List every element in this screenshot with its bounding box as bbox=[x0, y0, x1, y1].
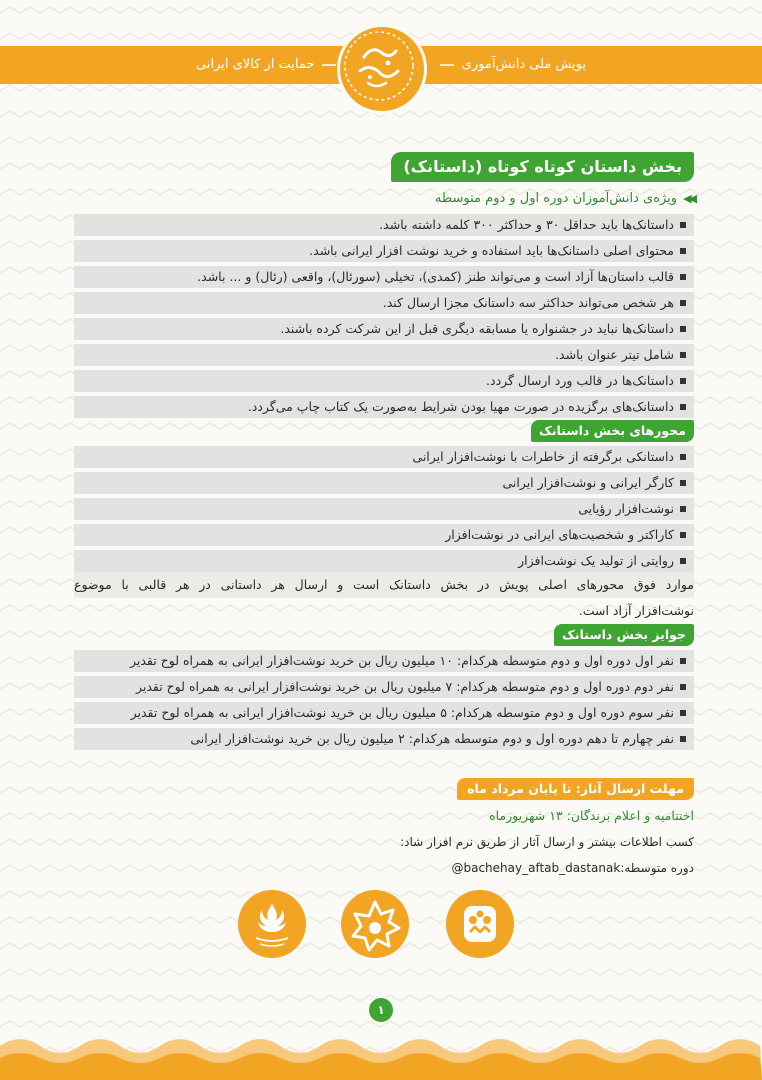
list-item bbox=[74, 650, 694, 672]
rule-text: شامل تیتر عنوان باشد. bbox=[555, 347, 674, 362]
school-logo-icon bbox=[446, 890, 514, 958]
bullet-icon bbox=[680, 404, 686, 410]
audience-subtitle-label: ویژه‌ی دانش‌آموزان دوره اول و دوم متوسطه bbox=[434, 191, 678, 206]
rule-text: داستانک‌ها نباید در جشنواره یا مسابقه دیگری قبل از این شرکت کرده باشند. bbox=[280, 321, 674, 336]
theme-text: روایتی از تولید یک نوشت‌افزار bbox=[518, 553, 674, 568]
bullet-icon bbox=[680, 378, 686, 384]
prize-text: نفر اول دوره اول و دوم متوسطه هرکدام: ۱۰ میلیون ریال بن خرید نوشت‌افزار ایرانی به همراه لوح تقدیر bbox=[129, 653, 674, 668]
list-item bbox=[74, 292, 694, 314]
list-item bbox=[74, 446, 694, 468]
audience-subtitle bbox=[435, 188, 694, 210]
double-chevron-icon: ◀◀ bbox=[683, 192, 694, 205]
channel-line bbox=[451, 857, 694, 879]
header-slogan-text bbox=[196, 53, 336, 77]
list-item bbox=[74, 550, 694, 572]
list-item bbox=[74, 240, 694, 262]
page-title: بخش داستان کوتاه کوتاه (داستانک) bbox=[391, 152, 694, 182]
divider bbox=[440, 64, 454, 66]
channel-label: دوره متوسطه: bbox=[620, 861, 694, 875]
presidency-emblem-icon bbox=[238, 890, 306, 958]
rule-text: محتوای اصلی داستانک‌ها باید استفاده و خرید نوشت افزار ایرانی باشد. bbox=[309, 243, 674, 258]
list-item bbox=[74, 524, 694, 546]
themes-note-line: نوشت‌افزار آزاد است. bbox=[578, 603, 694, 618]
bullet-icon bbox=[680, 300, 686, 306]
channel-handle[interactable]: @bachehay_aftab_dastanak bbox=[451, 861, 621, 875]
bullet-icon bbox=[680, 506, 686, 512]
bullet-icon bbox=[680, 736, 686, 742]
bullet-icon bbox=[680, 658, 686, 664]
list-item bbox=[74, 702, 694, 724]
divider bbox=[322, 64, 336, 66]
rule-text: قالب داستان‌ها آزاد است و می‌تواند طنز (کمدی)، تخیلی (سورئال)، واقعی (رئال) و ... باشد. bbox=[197, 269, 674, 284]
bullet-icon bbox=[680, 710, 686, 716]
ceremony-date: اختتامیه و اعلام برندگان: ۱۳ شهریورماه bbox=[489, 808, 694, 823]
info-text: کسب اطلاعات بیشتر و ارسال آثار از طریق نرم افزار شاد: bbox=[400, 835, 694, 849]
deadline-badge: مهلت ارسال آثار: تا پایان مرداد ماه bbox=[457, 778, 694, 800]
bullet-icon bbox=[680, 248, 686, 254]
bullet-icon bbox=[680, 352, 686, 358]
theme-text: کارگر ایرانی و نوشت‌افزار ایرانی bbox=[502, 475, 674, 490]
list-item bbox=[74, 728, 694, 750]
rule-text: داستانک‌ها در قالب ورد ارسال گردد. bbox=[486, 373, 674, 388]
list-item bbox=[74, 498, 694, 520]
bullet-icon bbox=[680, 274, 686, 280]
list-item bbox=[74, 344, 694, 366]
bullet-icon bbox=[680, 558, 686, 564]
bullet-icon bbox=[680, 454, 686, 460]
bullet-icon bbox=[680, 684, 686, 690]
rule-text: داستانک‌های برگزیده در صورت مهیا بودن شرایط به‌صورت یک کتاب چاپ می‌گردد. bbox=[247, 399, 674, 414]
header-slogan-label: حمایت از کالای ایرانی bbox=[196, 57, 315, 72]
list-item bbox=[74, 472, 694, 494]
header-campaign-text bbox=[440, 53, 586, 77]
festival-logo-icon bbox=[337, 24, 427, 114]
list-item bbox=[74, 396, 694, 418]
bullet-icon bbox=[680, 532, 686, 538]
theme-text: نوشت‌افزار رؤیایی bbox=[578, 501, 674, 516]
themes-heading: محورهای بخش داستانک bbox=[531, 420, 694, 442]
bullet-icon bbox=[680, 480, 686, 486]
list-item bbox=[74, 318, 694, 340]
bottom-wave bbox=[0, 1026, 762, 1080]
prizes-heading: جوایز بخش داستانک bbox=[554, 624, 694, 646]
rule-text: داستانک‌ها باید حداقل ۳۰ و حداکثر ۳۰۰ کلمه داشته باشد. bbox=[379, 217, 674, 232]
theme-text: کاراکتر و شخصیت‌های ایرانی در نوشت‌افزار bbox=[445, 527, 674, 542]
list-item bbox=[74, 214, 694, 236]
bullet-icon bbox=[680, 326, 686, 332]
page-number: ۱ bbox=[369, 998, 393, 1022]
themes-note-line: موارد فوق محورهای اصلی پویش در بخش داستانک است و ارسال هر داستانی در هر قالبی با موضوع bbox=[74, 572, 694, 598]
list-item bbox=[74, 266, 694, 288]
list-item bbox=[74, 370, 694, 392]
list-item bbox=[74, 676, 694, 698]
rosette-logo-icon bbox=[341, 890, 409, 958]
bullet-icon bbox=[680, 222, 686, 228]
rule-text: هر شخص می‌تواند حداکثر سه داستانک مجزا ارسال کند. bbox=[382, 295, 674, 310]
theme-text: داستانکی برگرفته از خاطرات با نوشت‌افزار ایرانی bbox=[412, 449, 674, 464]
prize-text: نفر دوم دوره اول و دوم متوسطه هرکدام: ۷ میلیون ریال بن خرید نوشت‌افزار ایرانی به همراه لوح تقدیر bbox=[135, 679, 674, 694]
header-campaign-label: پویش ملی دانش‌آموزی bbox=[461, 57, 586, 72]
prize-text: نفر سوم دوره اول و دوم متوسطه هرکدام: ۵ میلیون ریال بن خرید نوشت‌افزار ایرانی به همراه لوح تقدیر bbox=[130, 705, 674, 720]
prize-text: نفر چهارم تا دهم دوره اول و دوم متوسطه هرکدام: ۲ میلیون ریال بن خرید نوشت‌افزار ایرانی bbox=[190, 731, 674, 746]
